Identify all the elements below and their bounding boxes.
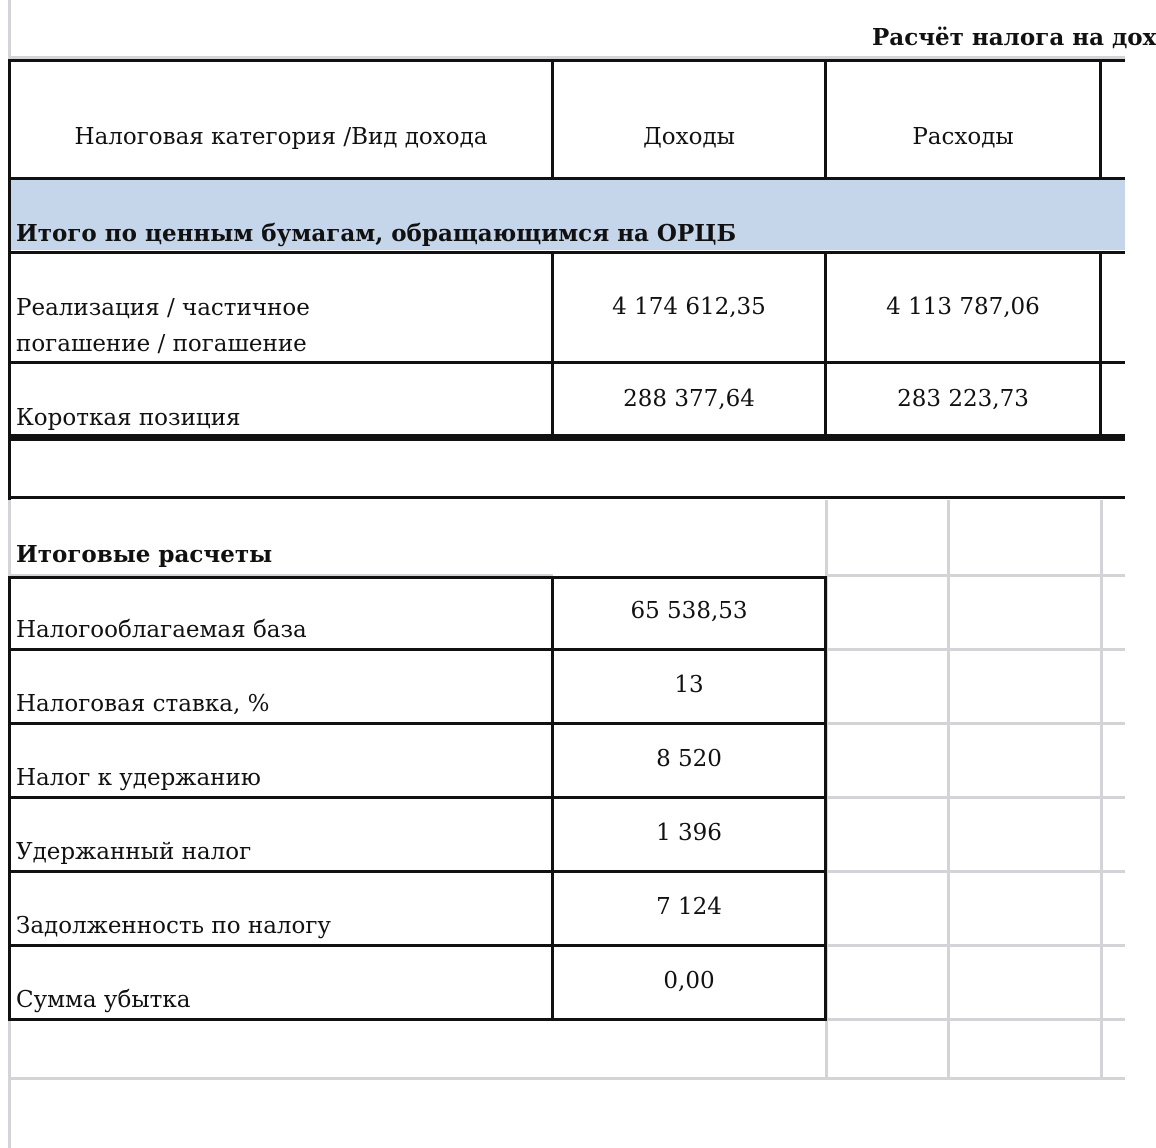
totals-row-value[interactable]: 7 124 — [656, 894, 722, 920]
totals-row-value[interactable]: 0,00 — [663, 968, 715, 994]
header-category[interactable]: Налоговая категория /Вид дохода — [74, 124, 488, 150]
totals-row-value[interactable]: 65 538,53 — [630, 598, 748, 624]
row-realization-income[interactable]: 4 174 612,35 — [612, 294, 766, 320]
row-short-position-expenses[interactable]: 283 223,73 — [897, 386, 1029, 412]
totals-row-label[interactable]: Удержанный налог — [16, 839, 252, 865]
header-income[interactable]: Доходы — [643, 124, 735, 150]
row-short-position-income[interactable]: 288 377,64 — [623, 386, 755, 412]
row-realization-label-line2[interactable]: погашение / погашение — [16, 331, 307, 357]
totals-row-label[interactable]: Задолженность по налогу — [16, 913, 331, 939]
totals-row-value[interactable]: 13 — [674, 672, 704, 698]
row-realization-label-line1[interactable]: Реализация / частичное — [16, 295, 310, 321]
totals-row-value[interactable]: 8 520 — [656, 746, 722, 772]
report-title: Расчёт налога на дох — [872, 24, 1156, 51]
totals-row-label[interactable]: Сумма убытка — [16, 987, 191, 1013]
totals-row-label[interactable]: Налогооблагаемая база — [16, 617, 307, 643]
totals-row-value[interactable]: 1 396 — [656, 820, 722, 846]
section-totals-label[interactable]: Итоговые расчеты — [16, 541, 273, 568]
section-securities-label[interactable]: Итого по ценным бумагам, обращающимся на ОРЦБ — [16, 220, 737, 247]
row-short-position-label[interactable]: Короткая позиция — [16, 405, 241, 431]
row-realization-expenses[interactable]: 4 113 787,06 — [886, 294, 1040, 320]
header-expenses[interactable]: Расходы — [912, 124, 1014, 150]
totals-row-label[interactable]: Налоговая ставка, % — [16, 691, 270, 717]
totals-row-label[interactable]: Налог к удержанию — [16, 765, 261, 791]
